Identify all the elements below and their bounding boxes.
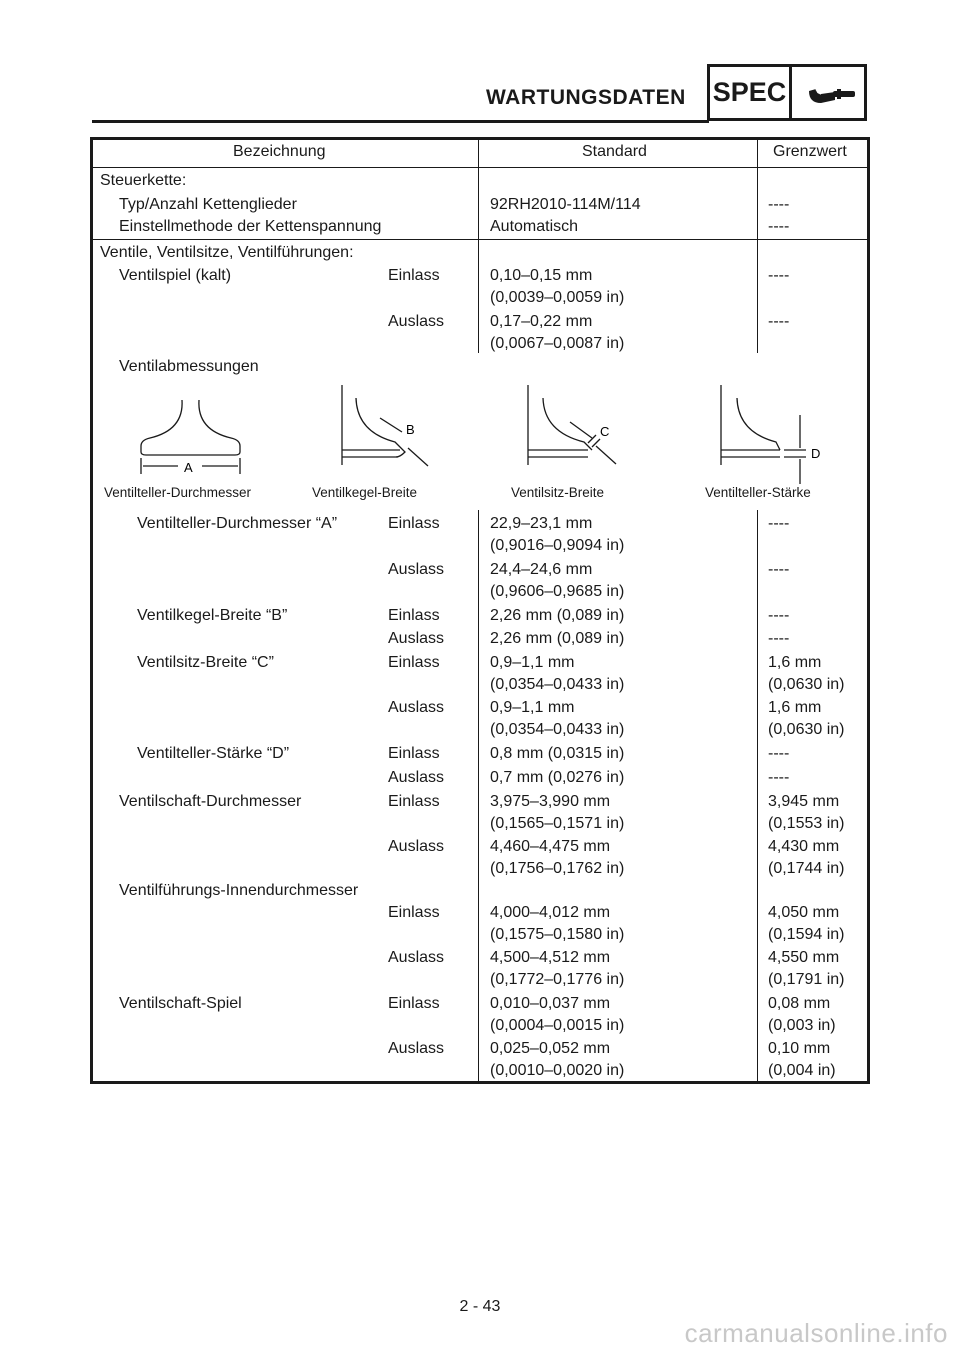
label-d: D bbox=[811, 446, 821, 461]
seat-intake-limit: 1,6 mm bbox=[768, 654, 822, 671]
face-intake-value: 2,26 mm (0,089 in) bbox=[490, 607, 625, 624]
margin-exhaust: Auslass bbox=[388, 769, 445, 786]
head-dia-label: Ventilteller-Durchmesser “A” bbox=[137, 515, 338, 532]
stem-exhaust-limit-in: (0,1744 in) bbox=[768, 860, 845, 877]
play-intake-limit: 0,08 mm bbox=[768, 995, 831, 1012]
stem-exhaust-limit: 4,430 mm bbox=[768, 838, 840, 855]
seat-label: Ventilsitz-Breite “C” bbox=[137, 654, 274, 671]
guide-intake-value-in: (0,1575–0,1580 in) bbox=[490, 926, 625, 943]
head-dia-exhaust-limit: ---- bbox=[768, 561, 790, 578]
seat-intake: Einlass bbox=[388, 654, 440, 671]
guide-intake-value: 4,000–4,012 mm bbox=[490, 904, 611, 921]
col-header-standard: Standard bbox=[582, 143, 647, 160]
guide-intake: Einlass bbox=[388, 904, 440, 921]
margin-label: Ventilteller-Stärke “D” bbox=[137, 745, 290, 762]
label-b: B bbox=[406, 422, 415, 437]
margin-exhaust-value: 0,7 mm (0,0276 in) bbox=[490, 769, 625, 786]
play-exhaust-limit: 0,10 mm bbox=[768, 1040, 831, 1057]
dims-label: Ventilabmessungen bbox=[119, 358, 259, 375]
margin-intake-limit: ---- bbox=[768, 745, 790, 762]
chain-method-label: Einstellmethode der Kettenspannung bbox=[119, 218, 382, 235]
stem-intake: Einlass bbox=[388, 793, 440, 810]
play-exhaust: Auslass bbox=[388, 1040, 445, 1057]
clearance-exhaust-limit: ---- bbox=[768, 313, 790, 330]
page-title: WARTUNGSDATEN bbox=[486, 86, 686, 109]
margin-intake: Einlass bbox=[388, 745, 440, 762]
guide-exhaust-limit: 4,550 mm bbox=[768, 949, 840, 966]
chain-method-limit: ---- bbox=[768, 218, 790, 235]
head-dia-intake: Einlass bbox=[388, 515, 440, 532]
stem-intake-value: 3,975–3,990 mm bbox=[490, 793, 611, 810]
caption-head-diameter: Ventilteller-Durchmesser bbox=[104, 485, 252, 500]
caption-seat-width: Ventilsitz-Breite bbox=[511, 485, 605, 500]
guide-label: Ventilführungs-Innendurchmesser bbox=[119, 882, 359, 899]
face-exhaust-limit: ---- bbox=[768, 630, 790, 647]
face-intake-limit: ---- bbox=[768, 607, 790, 624]
face-intake: Einlass bbox=[388, 607, 440, 624]
seat-exhaust-value-in: (0,0354–0,0433 in) bbox=[490, 721, 625, 738]
stem-intake-limit: 3,945 mm bbox=[768, 793, 840, 810]
head-dia-exhaust-value: 24,4–24,6 mm bbox=[490, 561, 593, 578]
clearance-exhaust-value-in: (0,0067–0,0087 in) bbox=[490, 335, 625, 352]
chain-method-value: Automatisch bbox=[490, 218, 579, 235]
stem-label: Ventilschaft-Durchmesser bbox=[119, 793, 302, 810]
head-dia-exhaust: Auslass bbox=[388, 561, 445, 578]
head-dia-exhaust-value-in: (0,9606–0,9685 in) bbox=[490, 583, 625, 600]
page-number: 2 - 43 bbox=[459, 1298, 501, 1315]
play-intake: Einlass bbox=[388, 995, 440, 1012]
watermark: carmanualsonline.info bbox=[684, 1318, 948, 1348]
spec-label: SPEC bbox=[712, 77, 787, 107]
clearance-label: Ventilspiel (kalt) bbox=[119, 267, 232, 284]
seat-intake-limit-in: (0,0630 in) bbox=[768, 676, 845, 693]
valve-dimension-diagram bbox=[0, 0, 960, 520]
chain-type-value: 92RH2010-114M/114 bbox=[490, 196, 641, 213]
guide-exhaust-value-in: (0,1772–0,1776 in) bbox=[490, 971, 625, 988]
play-exhaust-value-in: (0,0010–0,0020 in) bbox=[490, 1062, 625, 1079]
section-chain: Steuerkette: bbox=[100, 172, 187, 189]
guide-intake-limit-in: (0,1594 in) bbox=[768, 926, 845, 943]
stem-intake-value-in: (0,1565–0,1571 in) bbox=[490, 815, 625, 832]
col-header-name: Bezeichnung bbox=[233, 143, 326, 160]
play-intake-value: 0,010–0,037 mm bbox=[490, 995, 611, 1012]
caption-margin-thickness: Ventilteller-Stärke bbox=[705, 485, 811, 500]
play-exhaust-value: 0,025–0,052 mm bbox=[490, 1040, 611, 1057]
guide-exhaust-value: 4,500–4,512 mm bbox=[490, 949, 611, 966]
margin-exhaust-limit: ---- bbox=[768, 769, 790, 786]
section-valves: Ventile, Ventilsitze, Ventilführungen: bbox=[100, 244, 354, 261]
col-header-limit: Grenzwert bbox=[773, 143, 847, 160]
clearance-intake-value: 0,10–0,15 mm bbox=[490, 267, 593, 284]
head-dia-intake-limit: ---- bbox=[768, 515, 790, 532]
stem-exhaust-value-in: (0,1756–0,1762 in) bbox=[490, 860, 625, 877]
seat-intake-value-in: (0,0354–0,0433 in) bbox=[490, 676, 625, 693]
seat-intake-value: 0,9–1,1 mm bbox=[490, 654, 575, 671]
seat-exhaust-limit-in: (0,0630 in) bbox=[768, 721, 845, 738]
guide-exhaust: Auslass bbox=[388, 949, 445, 966]
caption-face-width: Ventilkegel-Breite bbox=[312, 485, 418, 500]
label-a: A bbox=[184, 460, 193, 475]
seat-exhaust: Auslass bbox=[388, 699, 445, 716]
chain-type-limit: ---- bbox=[768, 196, 790, 213]
head-dia-intake-value: 22,9–23,1 mm bbox=[490, 515, 593, 532]
play-exhaust-limit-in: (0,004 in) bbox=[768, 1062, 836, 1079]
column-divider-2c bbox=[757, 510, 758, 1084]
play-label: Ventilschaft-Spiel bbox=[119, 995, 242, 1012]
stem-exhaust: Auslass bbox=[388, 838, 445, 855]
face-exhaust: Auslass bbox=[388, 630, 445, 647]
clearance-exhaust-value: 0,17–0,22 mm bbox=[490, 313, 593, 330]
seat-exhaust-value: 0,9–1,1 mm bbox=[490, 699, 575, 716]
head-dia-intake-value-in: (0,9016–0,9094 in) bbox=[490, 537, 625, 554]
column-divider-1c bbox=[478, 510, 479, 1084]
stem-exhaust-value: 4,460–4,475 mm bbox=[490, 838, 611, 855]
clearance-intake: Einlass bbox=[388, 267, 440, 284]
guide-intake-limit: 4,050 mm bbox=[768, 904, 840, 921]
face-exhaust-value: 2,26 mm (0,089 in) bbox=[490, 630, 625, 647]
play-intake-value-in: (0,0004–0,0015 in) bbox=[490, 1017, 625, 1034]
chain-type-label: Typ/Anzahl Kettenglieder bbox=[119, 196, 297, 213]
clearance-exhaust: Auslass bbox=[388, 313, 445, 330]
face-label: Ventilkegel-Breite “B” bbox=[137, 607, 288, 624]
play-intake-limit-in: (0,003 in) bbox=[768, 1017, 836, 1034]
clearance-intake-limit: ---- bbox=[768, 267, 790, 284]
label-c: C bbox=[600, 424, 610, 439]
seat-exhaust-limit: 1,6 mm bbox=[768, 699, 822, 716]
clearance-intake-value-in: (0,0039–0,0059 in) bbox=[490, 289, 625, 306]
stem-intake-limit-in: (0,1553 in) bbox=[768, 815, 845, 832]
margin-intake-value: 0,8 mm (0,0315 in) bbox=[490, 745, 625, 762]
guide-exhaust-limit-in: (0,1791 in) bbox=[768, 971, 845, 988]
